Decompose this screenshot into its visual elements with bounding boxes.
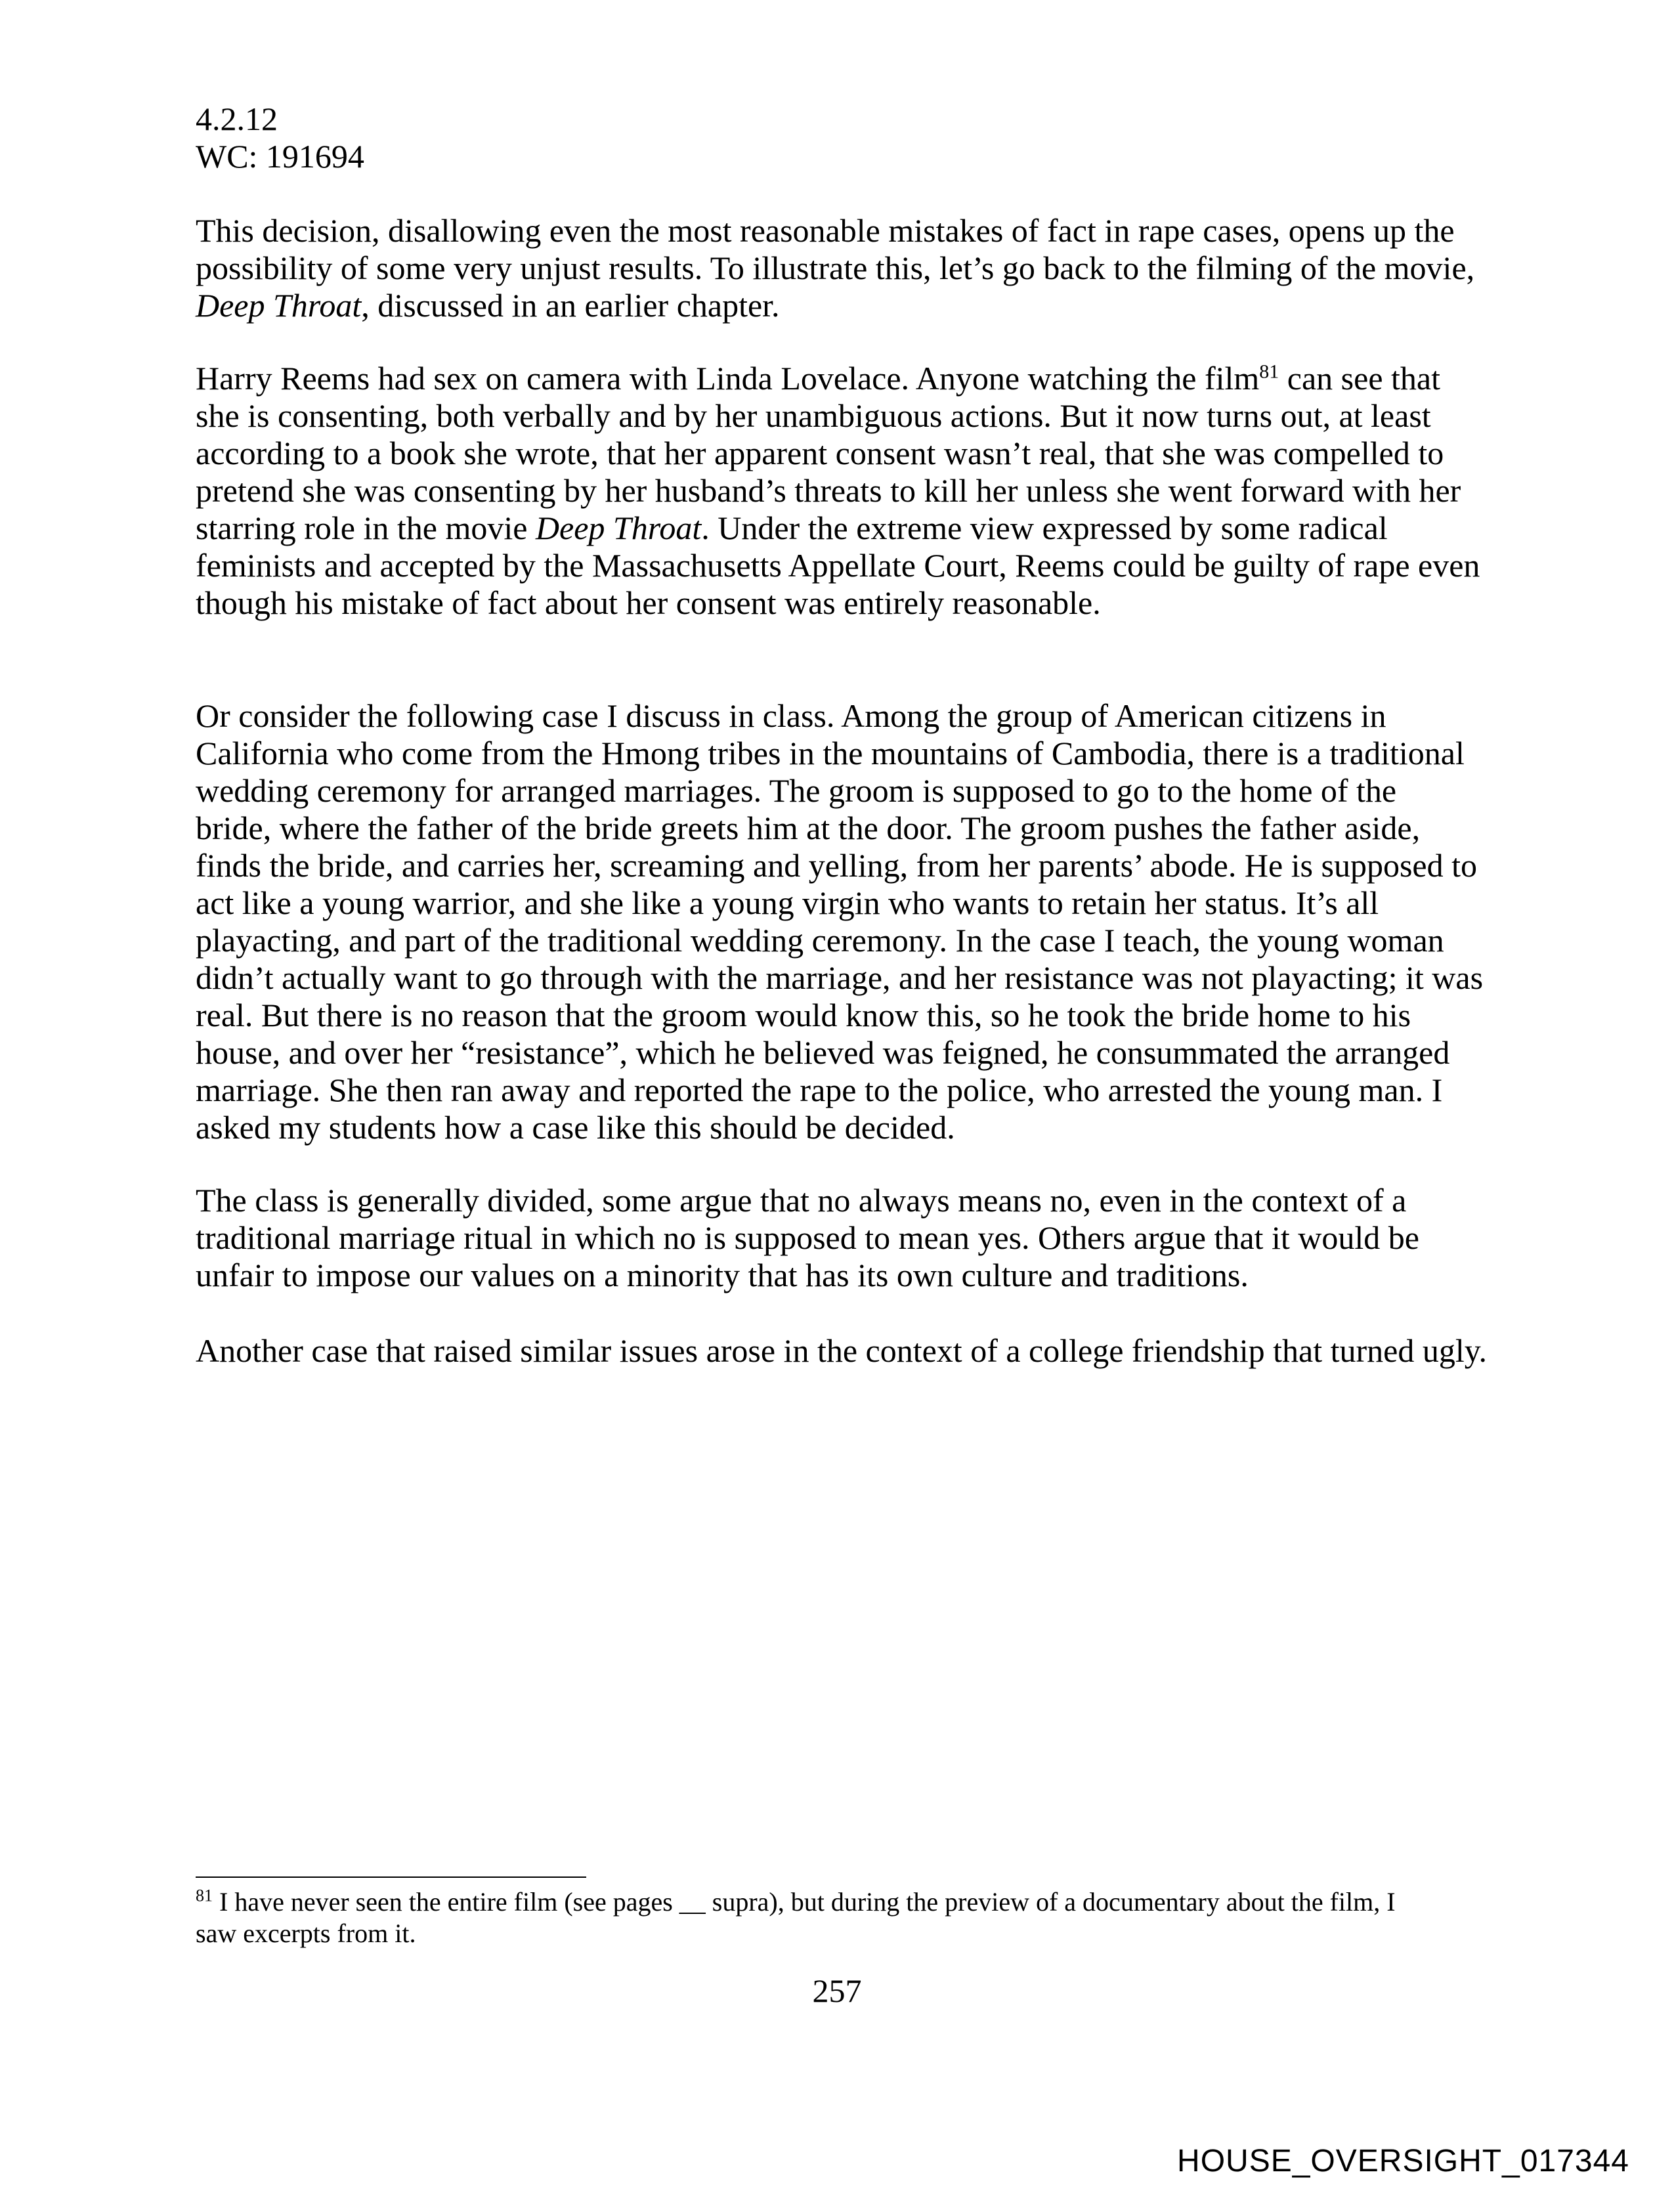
page-number: 257	[812, 1972, 862, 2009]
bates-stamp: HOUSE_OVERSIGHT_017344	[1177, 2144, 1629, 2179]
text-line	[196, 884, 1495, 922]
text-line	[196, 922, 1495, 959]
text-line	[196, 1109, 1495, 1146]
text-segment: Or consider the following case I discuss in class. Among the group of American citizens in	[196, 697, 1386, 734]
paragraph	[196, 360, 1495, 622]
text-line	[196, 1332, 1495, 1370]
header-word-count: WC: 191694	[196, 138, 364, 175]
text-segment: The class is generally divided, some argue that no always means no, even in the context of a	[196, 1182, 1407, 1219]
text-line	[196, 1034, 1495, 1072]
text-line	[196, 435, 1495, 472]
text-line	[196, 697, 1495, 735]
text-segment: house, and over her “resistance”, which he believed was feigned, he consummated the arranged	[196, 1034, 1450, 1071]
paragraph	[196, 1332, 1495, 1370]
text-line	[196, 472, 1495, 510]
text-segment: wedding ceremony for arranged marriages. The groom is supposed to go to the home of the	[196, 772, 1397, 809]
text-segment: didn’t actually want to go through with the marriage, and her resistance was not playacting; it was	[196, 959, 1484, 996]
text-segment: asked my students how a case like this should be decided.	[196, 1109, 955, 1146]
paragraph	[196, 697, 1495, 1146]
text-segment: playacting, and part of the traditional wedding ceremony. In the case I teach, the young woman	[196, 922, 1444, 959]
text-line	[196, 735, 1495, 772]
text-line	[196, 360, 1495, 397]
document-header	[196, 100, 1495, 175]
paragraph	[196, 1182, 1495, 1294]
text-segment: she is consenting, both verbally and by her unambiguous actions. But it now turns out, at least	[196, 397, 1431, 434]
text-line	[196, 1182, 1495, 1219]
text-segment: starring role in the movie	[196, 510, 536, 546]
text-segment: Harry Reems had sex on camera with Linda Lovelace. Anyone watching the film	[196, 360, 1260, 397]
text-line	[196, 847, 1495, 884]
text-line	[196, 547, 1495, 584]
text-line	[196, 1072, 1495, 1109]
paragraph	[196, 212, 1495, 324]
text-line	[196, 997, 1495, 1034]
text-segment: pretend she was consenting by her husband’s threats to kill her unless she went forward with her	[196, 472, 1461, 509]
text-segment: according to a book she wrote, that her apparent consent wasn’t real, that she was compelled to	[196, 435, 1444, 471]
footnote-separator	[196, 1876, 586, 1878]
text-line	[196, 397, 1495, 435]
text-segment: , discussed in an earlier chapter.	[361, 287, 780, 324]
text-line	[196, 249, 1495, 287]
italic-title: Deep Throat	[535, 510, 702, 546]
text-segment: act like a young warrior, and she like a young virgin who wants to retain her status. It’s all	[196, 884, 1379, 921]
italic-title: Deep Throat	[196, 287, 362, 324]
text-segment: marriage. She then ran away and reported the rape to the police, who arrested the young man. I	[196, 1072, 1443, 1108]
text-line	[196, 287, 1495, 324]
text-segment: Another case that raised similar issues arose in the context of a college friendship that turned ugly.	[196, 1332, 1487, 1369]
text-line	[196, 810, 1495, 847]
text-segment: . Under the extreme view expressed by some radical	[701, 510, 1388, 546]
text-segment: unfair to impose our values on a minority that has its own culture and traditions.	[196, 1257, 1249, 1293]
text-segment: California who come from the Hmong tribes in the mountains of Cambodia, there is a traditional	[196, 735, 1465, 771]
text-line	[196, 772, 1495, 810]
text-line	[196, 510, 1495, 547]
text-segment: possibility of some very unjust results. To illustrate this, let’s go back to the filming of the movie,	[196, 249, 1475, 286]
footnote-number: 81	[196, 1886, 213, 1905]
text-line	[196, 212, 1495, 249]
text-segment: traditional marriage ritual in which no is supposed to mean yes. Others argue that it would be	[196, 1219, 1419, 1256]
text-segment: real. But there is no reason that the groom would know this, so he took the bride home to his	[196, 997, 1411, 1033]
text-segment: This decision, disallowing even the most reasonable mistakes of fact in rape cases, opens up the	[196, 212, 1455, 249]
text-line	[196, 1219, 1495, 1257]
text-line	[196, 1257, 1495, 1294]
footnote-reference: 81	[1259, 360, 1279, 383]
footnote-text-cont: saw excerpts from it.	[196, 1919, 416, 1948]
text-segment: bride, where the father of the bride greets him at the door. The groom pushes the father aside,	[196, 810, 1421, 846]
text-segment: though his mistake of fact about her consent was entirely reasonable.	[196, 584, 1101, 621]
text-line	[196, 584, 1495, 622]
footnote	[196, 1886, 1396, 1949]
text-segment: can see that	[1279, 360, 1440, 397]
text-line	[196, 959, 1495, 997]
footnote-text: I have never seen the entire film (see pages __ supra), but during the preview of a documentary about the film, I	[213, 1887, 1396, 1917]
header-date: 4.2.12	[196, 100, 278, 137]
text-segment: feminists and accepted by the Massachusetts Appellate Court, Reems could be guilty of rape even	[196, 547, 1480, 584]
text-segment: finds the bride, and carries her, screaming and yelling, from her parents’ abode. He is supposed to	[196, 847, 1478, 884]
